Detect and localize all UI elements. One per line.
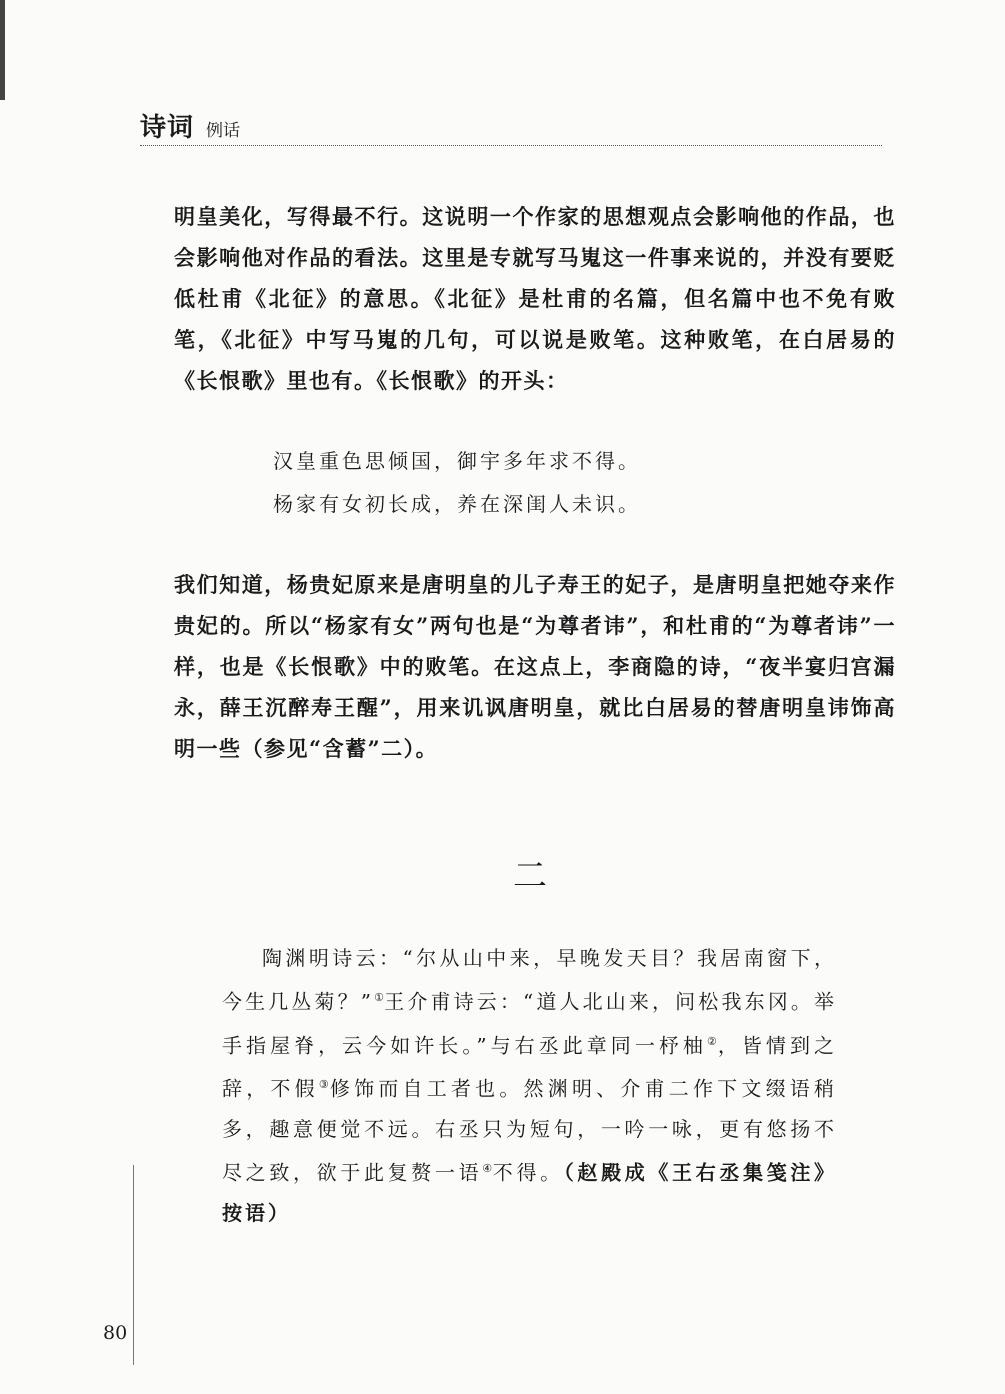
page-number: 80 <box>103 1322 128 1344</box>
scan-edge-mark <box>0 0 5 100</box>
section-number: 二 <box>513 856 547 896</box>
quote-text-5: 不得。 <box>492 1160 564 1185</box>
quote-source: （赵殿成《王右丞集笺注》按语） <box>222 1160 838 1225</box>
book-title: 诗词 <box>140 113 195 143</box>
quote-text-2: 王介甫诗云：“道人北山来，问松我东冈。举手指屋脊，云今如许长。”与右丞此章同一杼柚 <box>222 989 837 1058</box>
quote-text-1: 陶渊明诗云：“尔从山中来，早晚发天目？我居南窗下，今生几丛菊？” <box>222 946 837 1014</box>
poem-line-1: 汉皇重色思倾国，御宇多年求不得。 <box>273 449 641 473</box>
footnote-marker-1: ① <box>374 991 385 1004</box>
poem-quote <box>273 440 873 526</box>
body-paragraph-1: 明皇美化，写得最不行。这说明一个作家的思想观点会影响他的作品，也会影响他对作品的看法。这里是专就写马嵬这一件事来说的，并没有要贬低杜甫《北征》的意思。《北征》是杜甫的名篇，但名篇中也不免有败笔，《北征》中写马嵬的几句，可以说是败笔。这种败笔，在白居易的《长恨歌》里也有。《长恨歌》的开头： <box>174 204 896 393</box>
quote-text-4: 修饰而自工者也。然渊明、介甫二作下文缀语稍多，趣意便觉不远。右丞只为短句，一吟一咏，更有悠扬不尽之致，欲于此复赘一语 <box>222 1076 838 1185</box>
footnote-marker-4: ④ <box>482 1161 493 1175</box>
book-subtitle: 例话 <box>206 121 240 141</box>
header-divider <box>140 145 882 146</box>
body-paragraph-2: 我们知道，杨贵妃原来是唐明皇的儿子寿王的妃子，是唐明皇把她夺来作贵妃的。所以“杨家有女”两句也是“为尊者讳”，和杜甫的“为尊者讳”一样，也是《长恨歌》中的败笔。在这点上，李商隐的诗，“夜半宴归宫漏永，薛王沉醉寿王醒”，用来讥讽唐明皇，就比白居易的替唐明皇讳饰高明一些（参见“含蓄”二）。 <box>174 572 896 761</box>
footnote-marker-3: ③ <box>318 1078 330 1092</box>
footnote-marker-2: ② <box>706 1034 718 1048</box>
quote-text-3: ，皆情到之辞，不假 <box>222 1033 837 1101</box>
poem-line-2: 杨家有女初长成，养在深闺人未识。 <box>273 492 641 516</box>
quote-block <box>222 938 837 1233</box>
margin-rule <box>133 1165 134 1365</box>
running-header <box>140 103 882 143</box>
